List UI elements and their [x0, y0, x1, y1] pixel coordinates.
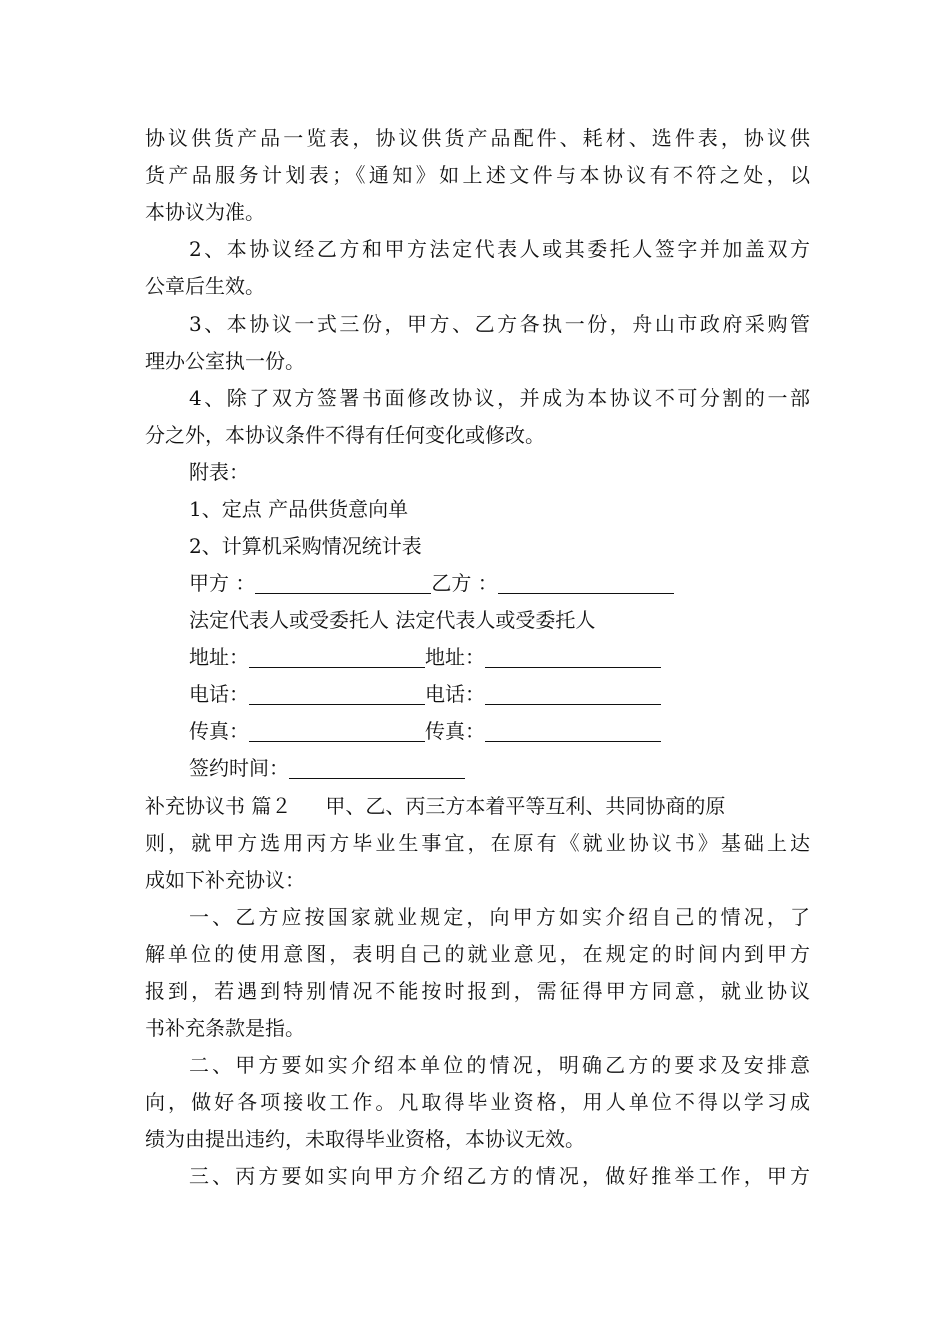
- phone-blank-a: [249, 680, 425, 705]
- clause-3: 3、本协议一式三份，甲方、乙方各执一份，舟山市政府采购管: [189, 312, 810, 336]
- paragraph-line: 解单位的使用意图，表明自己的就业意见，在规定的时间内到甲方: [145, 942, 810, 966]
- clause-2-cont: 公章后生效。: [145, 274, 265, 298]
- section-1: 一、乙方应按国家就业规定，向甲方如实介绍自己的情况，了: [189, 905, 810, 929]
- fax-line: [189, 713, 810, 750]
- clause-4-cont: 分之外，本协议条件不得有任何变化或修改。: [145, 423, 545, 447]
- clause-4: 4、除了双方签署书面修改协议，并成为本协议不可分割的一部: [189, 386, 810, 410]
- attachment-item-1: 1、定点 产品供货意向单: [189, 497, 409, 521]
- paragraph-line: 成如下补充协议：: [145, 868, 305, 892]
- fax-label-a: 传真：: [189, 719, 249, 743]
- paragraph-line: 报到，若遇到特别情况不能按时报到，需征得甲方同意，就业协议: [145, 979, 810, 1003]
- section-2: 二、甲方要如实介绍本单位的情况，明确乙方的要求及安排意: [189, 1053, 810, 1077]
- clause-3-cont: 理办公室执一份。: [145, 349, 305, 373]
- sign-time-blank: [289, 754, 465, 779]
- paragraph-line: 本协议为准。: [145, 200, 265, 224]
- paragraph-line: 协议供货产品一览表，协议供货产品配件、耗材、选件表，协议供: [145, 126, 810, 150]
- party-b-blank: [498, 569, 674, 594]
- paragraph-line: 则，就甲方选用丙方毕业生事宜，在原有《就业协议书》基础上达: [145, 831, 810, 855]
- address-blank-b: [485, 643, 661, 668]
- fax-blank-b: [485, 717, 661, 742]
- party-b-label: 乙方 ：: [431, 571, 498, 595]
- phone-line: [189, 676, 810, 713]
- fax-label-b: 传真：: [425, 719, 485, 743]
- article-2-intro: 甲、乙、丙三方本着平等互利、共同协商的原: [325, 794, 726, 818]
- article-2-heading: 补充协议书 篇２: [145, 794, 292, 818]
- party-a-blank: [255, 569, 431, 594]
- sign-time-line: [189, 750, 810, 787]
- party-line: [189, 565, 810, 602]
- address-label-b: 地址：: [425, 645, 485, 669]
- paragraph-line: 绩为由提出违约，未取得毕业资格，本协议无效。: [145, 1127, 585, 1151]
- phone-label-a: 电话：: [189, 682, 249, 706]
- phone-label-b: 电话：: [425, 682, 485, 706]
- representative-line: 法定代表人或受委托人 法定代表人或受委托人: [189, 608, 596, 632]
- sign-time-label: 签约时间：: [189, 756, 289, 780]
- paragraph-line: 货产品服务计划表；《通知》如上述文件与本协议有不符之处，以: [145, 163, 810, 187]
- phone-blank-b: [485, 680, 661, 705]
- address-line: [189, 639, 810, 676]
- address-label-a: 地址：: [189, 645, 249, 669]
- article-2-first-line: [145, 788, 810, 825]
- section-3: 三、丙方要如实向甲方介绍乙方的情况，做好推举工作，甲方: [189, 1164, 810, 1188]
- address-blank-a: [249, 643, 425, 668]
- paragraph-line: 书补充条款是指。: [145, 1016, 305, 1040]
- fax-blank-a: [249, 717, 425, 742]
- clause-2: 2、本协议经乙方和甲方法定代表人或其委托人签字并加盖双方: [189, 237, 810, 261]
- paragraph-line: 向，做好各项接收工作。凡取得毕业资格，用人单位不得以学习成: [145, 1090, 810, 1114]
- attachment-item-2: 2、计算机采购情况统计表: [189, 534, 422, 558]
- attachments-title: 附表：: [189, 460, 249, 484]
- party-a-label: 甲方 ：: [189, 571, 256, 595]
